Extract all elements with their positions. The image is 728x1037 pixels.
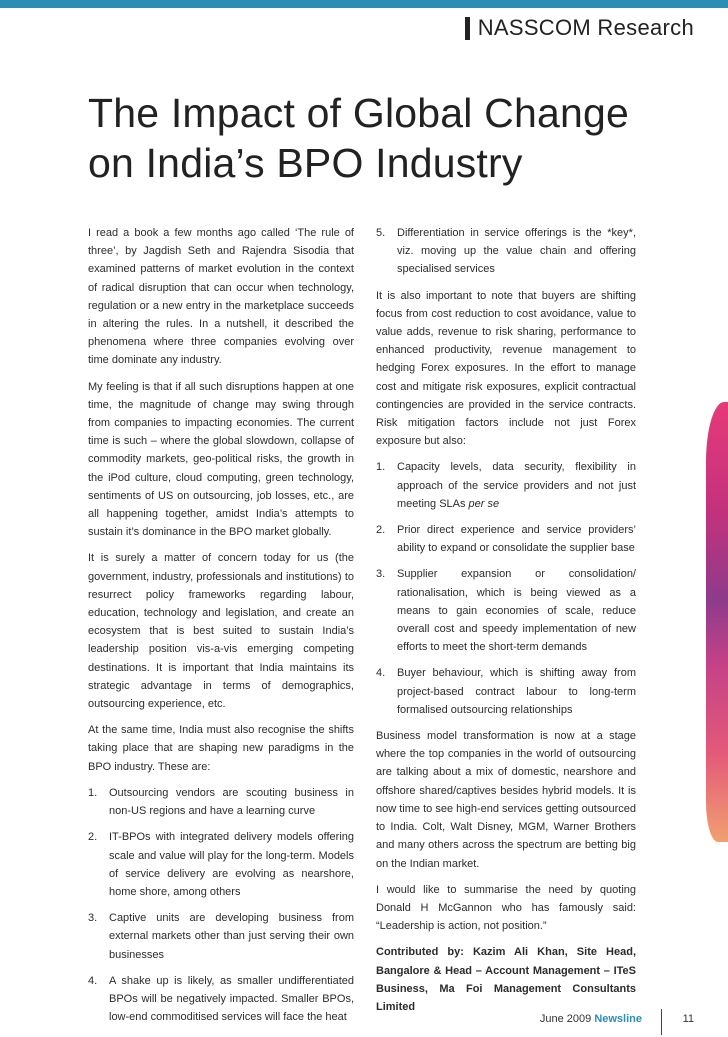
list-number: 1. [88,786,98,799]
left-column [88,224,354,1034]
brand-header [465,15,694,41]
paragraph: My feeling is that if all such disruptions happen at one time, the magnitude of change may swing through from companies to impacting economies. The current time is such – where the global slowdown, collapse of commodity markets, geo-political risks, the growth in the iPod culture, cloud computing, green technology, sentiments of US on outsourcing, job losses, etc., are all happening together, amidst India’s attempts to sustain it’s dominance in the BPO market globally. [88,380,354,539]
article-title [88,88,698,188]
list-item [88,972,354,1027]
brand-label: NASSCOM Research [477,15,694,40]
list-text: Differentiation in service offerings is the *key*, viz. moving up the value chain and offering specialised services [397,227,636,276]
footer-newsletter-name: Newsline [594,1013,642,1025]
list-number: 2. [376,524,386,537]
list-number: 5. [376,227,386,239]
list-number: 3. [88,912,98,925]
list-number: 4. [88,974,98,987]
list-item [376,458,636,513]
decorative-swoosh [706,402,728,842]
paragraph: At the same time, India must also recognise the shifts taking place that are shaping new paradigms in the BPO industry. These are: [88,724,354,773]
author-credit: Contributed by: Kazim Ali Khan, Site Head, Bangalore & Head – Account Management – ITeS Business, Ma Foi Management Consultants Limited [376,946,636,1013]
footer-divider [661,1009,662,1035]
risk-factors-list [376,458,636,719]
list-text: IT-BPOs with integrated delivery models offering scale and value will play for the long-term. Models of service delivery are evolving as nearshore, home shore, among others [109,831,354,898]
list-text: Captive units are developing business from external markets other than just serving their own businesses [109,912,354,961]
list-text: Capacity levels, data security, flexibility in approach of the service providers and not just meeting SLAs [397,461,636,510]
list-item [376,565,636,656]
title-line-2: on India’s BPO Industry [88,140,523,186]
list-item [376,521,636,557]
list-text: Outsourcing vendors are scouting business in non-US regions and have a learning curve [109,786,354,818]
footer-issue [540,1013,642,1025]
brand-bar-mark [465,17,470,40]
list-text: Prior direct experience and service providers’ ability to expand or consolidate the supplier base [397,524,636,555]
paragraph: It is also important to note that buyers are shifting focus from cost reduction to cost avoidance, value to value adds, revenue to risk sharing, performance to enhanced productivity, revenue management to hedging Forex exposures. In the effort to manage cost and mitigate risk exposures, explicit contractual contingencies are provided in the service contracts. Risk mitigation factors include not just Forex exposure but also: [376,289,636,448]
list-item [376,224,636,279]
list-item [376,664,636,719]
list-text: Supplier expansion or consolidation/ rationalisation, which is being viewed as a means to gain economies of scale, reduce overall cost and speedy implementation of new efforts to meet the short-term demands [397,568,636,654]
top-accent-bar [0,0,728,8]
paragraph: Business model transformation is now at a stage where the top companies in the world of outsourcing are talking about a mix of domestic, nearshore and offshore shared/captives besides hybrid models. It is now time to see high-end services getting outsourced to India. Colt, Walt Disney, MGM, Warner Brothers and many others across the spectrum are betting big on the Indian market. [376,730,636,870]
page-number: 11 [682,1013,694,1025]
list-text: A shake up is likely, as smaller undifferentiated BPOs will be negatively impacted. Smaller BPOs, low-end commoditised services will face the heat [109,974,354,1024]
right-column [376,224,636,1024]
list-item [88,828,354,901]
shifts-list [88,784,354,1026]
list-emphasis: per se [468,497,500,510]
paragraph: I read a book a few months ago called ‘The rule of three’, by Jagdish Seth and Rajendra Sisodia that examined patterns of market evolution in the context of radical disruption that can occur when technology, regulation or a new entry in the marketplace succeeds in altering the rules. In a nutshell, it described the phenomena where three companies evolving over time dominate any industry. [88,227,354,367]
page-footer [500,1009,700,1033]
footer-date: June 2009 [539,1013,592,1025]
list-number: 4. [376,667,386,680]
list-item [88,909,354,964]
list-number: 3. [376,568,386,581]
shifts-list-continued [376,224,636,279]
title-line-1: The Impact of Global Change [88,90,629,136]
paragraph: It is surely a matter of concern today for us (the government, industry, professionals and institutions) to resurrect policy frameworks regarding labour, education, technology and legislation, and create an ecosystem that is best suited to sustain India’s leadership position vis-a-vis emerging competing destinations. It is important that India maintains its strategic advantage in terms of demographics, outsourcing experience, etc. [88,552,354,711]
list-text: Buyer behaviour, which is shifting away from project-based contract labour to long-term formalised outsourcing relationships [397,667,636,716]
list-item [88,784,354,820]
list-number: 1. [376,461,386,474]
list-number: 2. [88,831,98,844]
paragraph: I would like to summarise the need by quoting Donald H McGannon who has famously said: “Leadership is action, not position.” [376,883,636,933]
